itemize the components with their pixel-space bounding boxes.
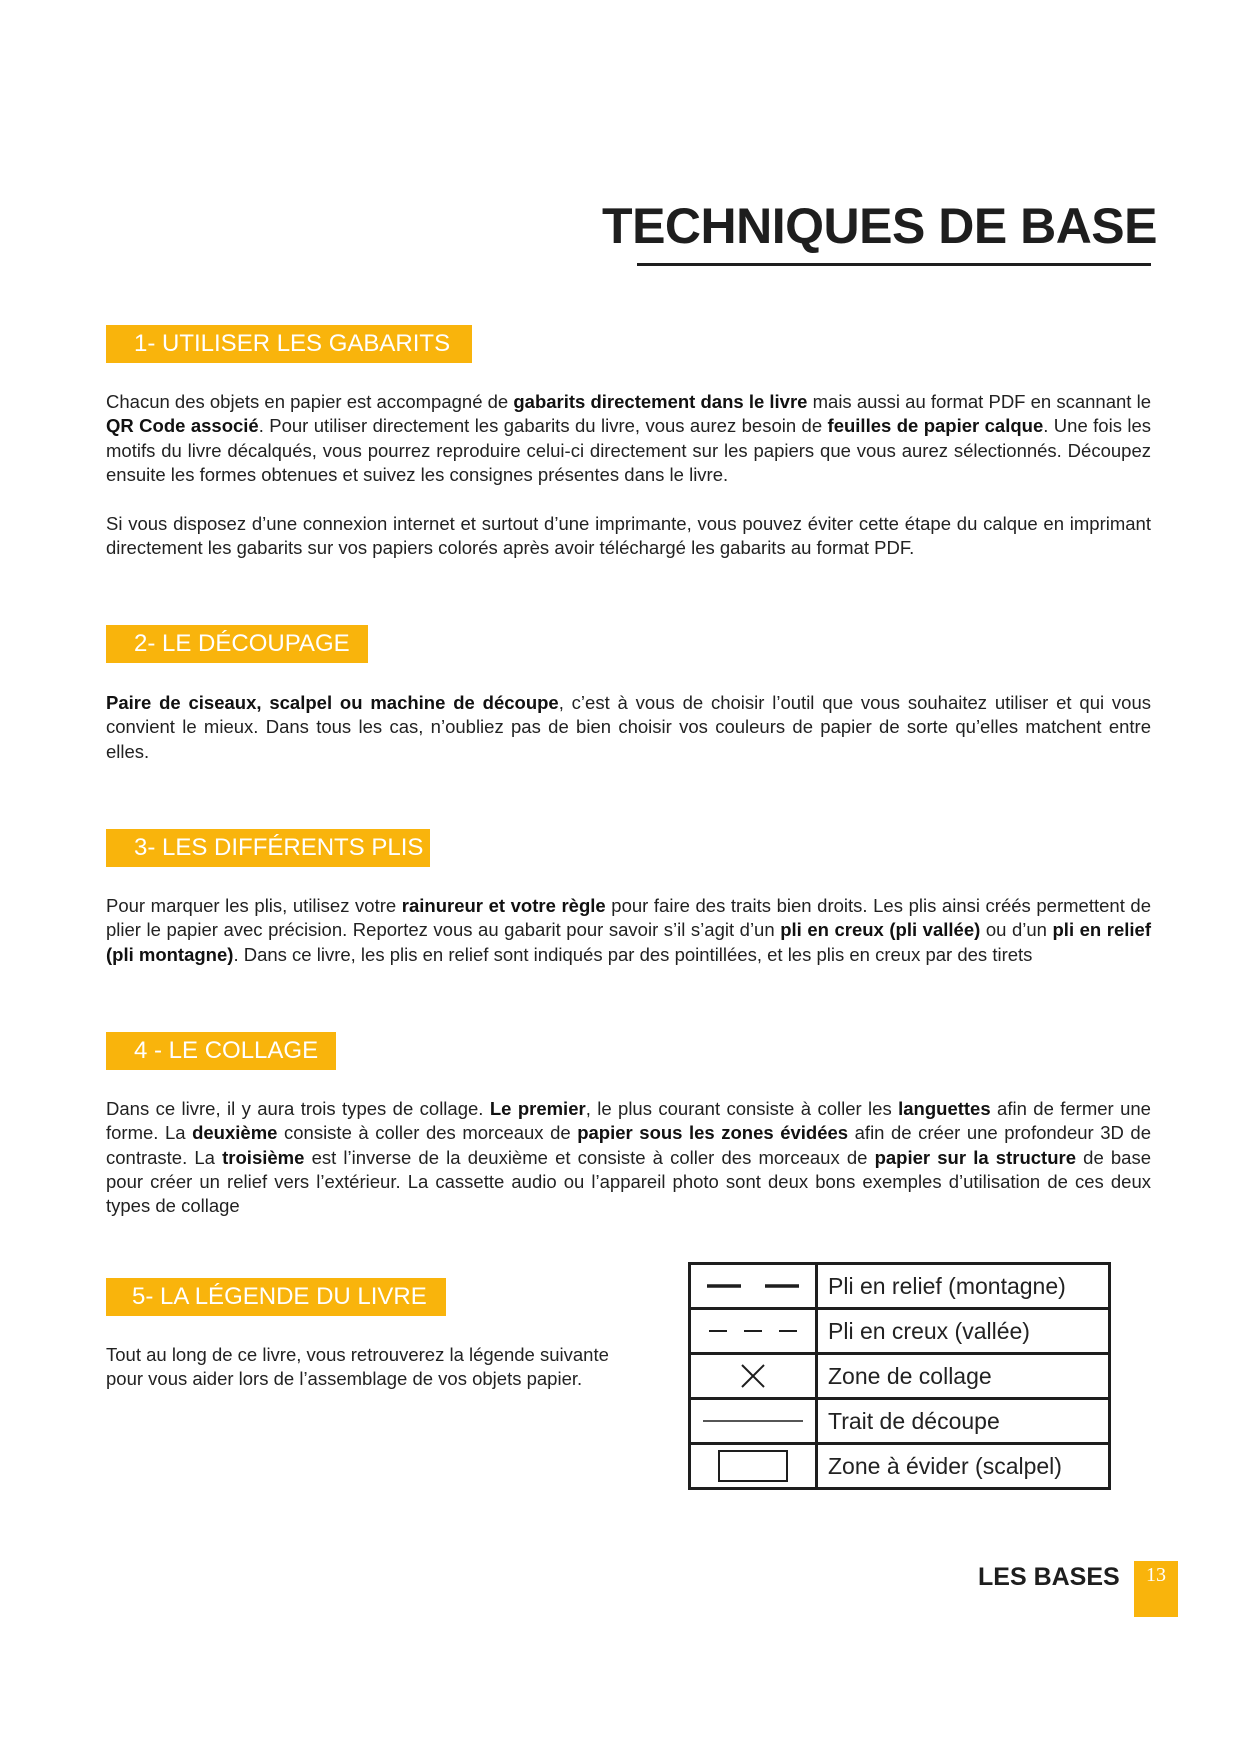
section-3-paragraph-1 bbox=[106, 894, 1151, 967]
emphasis-text: papier sous les zones évidées bbox=[577, 1122, 849, 1144]
legend-row bbox=[690, 1354, 1110, 1399]
body-text: pour faire des traits bien droits. Les plis ainsi créés permettent de plier le papier avec précision. Reportez vous au gabarit pour savoir s’il s’agit d’un bbox=[106, 895, 1152, 941]
body-text: mais aussi au format PDF en scannant le bbox=[807, 391, 1151, 412]
emphasis-text: papier sur la structure bbox=[874, 1146, 1076, 1168]
emphasis-text: Le premier bbox=[489, 1098, 586, 1119]
section-4-paragraph-1 bbox=[106, 1097, 1151, 1218]
section-4-heading: 4 - LE COLLAGE bbox=[106, 1032, 336, 1070]
emphasis-text: Paire de ciseaux, scalpel ou machine de découpe bbox=[106, 692, 559, 713]
body-text: est l’inverse de la deuxième et consiste à coller des morceaux de bbox=[304, 1146, 875, 1168]
legend-label: Zone à évider (scalpel) bbox=[817, 1444, 1110, 1489]
legend-symbol-cell bbox=[690, 1444, 817, 1489]
body-text: . Une fois les motifs du livre décalqués, vous pourrez reproduire celui-ci directement sur les papiers que vous aurez sélectionnés. Découpez ensuite les formes obtenues et suivez les consignes présentes dans le livre. bbox=[106, 415, 1152, 485]
legend-row bbox=[690, 1264, 1110, 1309]
legend-table bbox=[688, 1262, 1111, 1490]
body-text: Pour marquer les plis, utilisez votre bbox=[106, 895, 402, 916]
section-5-paragraph-1 bbox=[106, 1343, 646, 1392]
emphasis-text: pli en creux (pli vallée) bbox=[780, 919, 981, 941]
emphasis-text: gabarits directement dans le livre bbox=[513, 391, 808, 412]
body-text: afin de créer une profondeur 3D de contraste. La bbox=[106, 1122, 1152, 1168]
body-text: Tout au long de ce livre, vous retrouverez la légende suivante pour vous aider lors de l’assemblage de vos objets papier. bbox=[106, 1344, 609, 1390]
emphasis-text: languettes bbox=[898, 1098, 991, 1119]
legend-label: Pli en creux (vallée) bbox=[817, 1309, 1110, 1354]
legend-row bbox=[690, 1444, 1110, 1489]
page-title: TECHNIQUES DE BASE bbox=[602, 198, 1157, 254]
legend-label: Zone de collage bbox=[817, 1354, 1110, 1399]
emphasis-text: rainureur et votre règle bbox=[401, 895, 606, 916]
section-1-paragraph-2 bbox=[106, 512, 1151, 561]
emphasis-text: troisième bbox=[222, 1146, 305, 1168]
section-2-paragraph-1 bbox=[106, 691, 1151, 764]
section-1-heading: 1- UTILISER LES GABARITS bbox=[106, 325, 472, 363]
title-underline bbox=[637, 263, 1151, 266]
legend-label: Pli en relief (montagne) bbox=[817, 1264, 1110, 1309]
body-text: de base pour créer un relief vers l’extérieur. La cassette audio ou l’appareil photo sont deux bons exemples d’utilisation de ces deux types de collage bbox=[106, 1146, 1152, 1217]
section-2-heading: 2- LE DÉCOUPAGE bbox=[106, 625, 368, 663]
legend-symbol-cell bbox=[690, 1309, 817, 1354]
page-number: 13 bbox=[1134, 1561, 1178, 1617]
legend-symbol-cell bbox=[690, 1264, 817, 1309]
section-1-paragraph-1 bbox=[106, 390, 1151, 487]
body-text: Chacun des objets en papier est accompagné de bbox=[106, 391, 514, 412]
emphasis-text: feuilles de papier calque bbox=[827, 415, 1044, 437]
body-text: , le plus courant consiste à coller les bbox=[585, 1098, 899, 1119]
short-dash-icon bbox=[703, 1326, 803, 1336]
legend-row bbox=[690, 1309, 1110, 1354]
section-5-heading: 5- LA LÉGENDE DU LIVRE bbox=[106, 1278, 446, 1316]
body-text: afin de fermer une forme. La bbox=[106, 1098, 1151, 1144]
emphasis-text: QR Code associé bbox=[106, 415, 259, 437]
legend-symbol-cell bbox=[690, 1354, 817, 1399]
legend-symbol-cell bbox=[690, 1399, 817, 1444]
cross-icon bbox=[740, 1363, 766, 1389]
body-text: . Dans ce livre, les plis en relief sont indiqués par des pointillées, et les plis en creux par des tirets bbox=[233, 943, 1033, 965]
body-text: ou d’un bbox=[980, 919, 1053, 941]
legend-row bbox=[690, 1399, 1110, 1444]
emphasis-text: pli en relief (pli montagne) bbox=[106, 919, 1151, 965]
body-text: . Pour utiliser directement les gabarits du livre, vous aurez besoin de bbox=[258, 415, 828, 437]
legend-label: Trait de découpe bbox=[817, 1399, 1110, 1444]
body-text: consiste à coller des morceaux de bbox=[277, 1122, 578, 1144]
section-3-heading: 3- LES DIFFÉRENTS PLIS bbox=[106, 829, 430, 867]
rectangle-icon bbox=[718, 1450, 788, 1482]
body-text: Si vous disposez d’une connexion internet et surtout d’une imprimante, vous pouvez éviter cette étape du calque en imprimant directement les gabarits sur vos papiers colorés après avoir téléchargé les gabarits au format PDF. bbox=[106, 513, 1151, 559]
emphasis-text: deuxième bbox=[192, 1122, 278, 1144]
body-text: Dans ce livre, il y aura trois types de collage. bbox=[106, 1098, 490, 1119]
long-dash-icon bbox=[703, 1281, 803, 1291]
footer-section-label: LES BASES bbox=[978, 1563, 1120, 1591]
solid-line-icon bbox=[701, 1418, 805, 1424]
body-text: , c’est à vous de choisir l’outil que vous souhaitez utiliser et qui vous convient le mieux. Dans tous les cas, n’oubliez pas de bien choisir vos couleurs de papier de sorte qu’elles matchent entre elles. bbox=[106, 692, 1151, 762]
